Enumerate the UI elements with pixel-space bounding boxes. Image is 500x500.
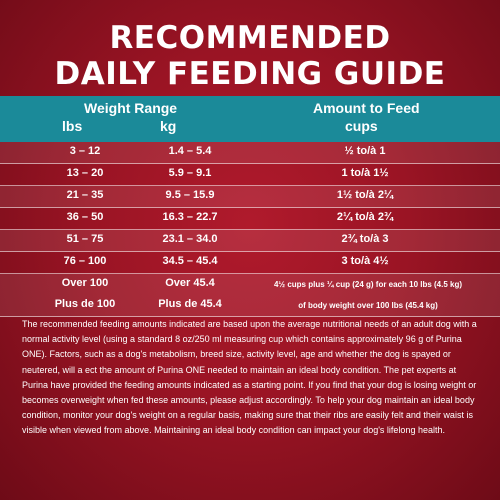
feeding-table bbox=[0, 142, 500, 317]
cell-amount-note: 4½ cups plus ¼ cup (24 g) for each 10 lbs (4.5 kg) bbox=[273, 280, 463, 289]
header-weight-range: Weight Range bbox=[84, 100, 178, 116]
cell-kg: Over 45.4 bbox=[165, 277, 215, 289]
header-lbs: lbs bbox=[62, 118, 83, 134]
cell-lbs: 21 – 35 bbox=[66, 189, 104, 201]
table-row bbox=[0, 186, 500, 208]
title-daily-feeding-guide: DAILY FEEDING GUIDE bbox=[54, 56, 446, 92]
table-row bbox=[0, 252, 500, 274]
header-kg: kg bbox=[160, 118, 177, 134]
cell-lbs: 13 – 20 bbox=[66, 167, 104, 179]
cell-amount: 2¼ to/à 2¾ bbox=[336, 211, 394, 223]
cell-amount-note: of body weight over 100 lbs (45.4 kg) bbox=[298, 301, 438, 310]
cell-kg: 9.5 – 15.9 bbox=[165, 189, 215, 201]
cell-lbs: 51 – 75 bbox=[66, 233, 104, 245]
cell-kg: 5.9 – 9.1 bbox=[168, 167, 212, 179]
cell-lbs: 3 – 12 bbox=[69, 145, 101, 157]
cell-amount: 1½ to/à 2¼ bbox=[336, 189, 394, 201]
cell-amount: 2¾ to/à 3 bbox=[341, 233, 389, 245]
table-row bbox=[0, 208, 500, 230]
title-recommended: RECOMMENDED bbox=[109, 20, 391, 56]
cell-amount: ½ to/à 1 bbox=[344, 145, 386, 157]
cell-lbs: 36 – 50 bbox=[66, 211, 104, 223]
header-amount-to-feed: Amount to Feed bbox=[313, 100, 420, 116]
table-header bbox=[0, 96, 500, 142]
table-row bbox=[0, 230, 500, 252]
table-row bbox=[0, 274, 500, 295]
table-row bbox=[0, 142, 500, 164]
table-row bbox=[0, 295, 500, 317]
cell-amount: 1 to/à 1½ bbox=[341, 167, 389, 179]
cell-lbs: Over 100 bbox=[61, 277, 109, 289]
feeding-instructions-paragraph: The recommended feeding amounts indicated are based upon the average nutritional needs of an adult dog with a normal activity level (using a standard 8 oz/250 ml measuring cup which contains approximately 96 g of Purina ONE). Factors, such as a dog's metabolism, breed size, activity level, age and whether the dog is spayed or neutered, will a ect the amount of Purina ONE needed to maintain an ideal body condition. The pet experts at Purina have provided the feeding amounts indicated as a starting point. If you find that your dog is losing weight or becomes overweight when fed these amounts, please adjust accordingly. To help your dog maintain an ideal body condition, monitor your dog's weight on a regular basis, making sure that their ribs are easily felt and their waist is visible when viewed from above. Maintaining an ideal body condition can impact your dog's lifelong health. bbox=[22, 319, 477, 436]
cell-lbs: 76 – 100 bbox=[63, 255, 107, 267]
cell-kg: Plus de 45.4 bbox=[158, 298, 222, 310]
cell-kg: 1.4 – 5.4 bbox=[168, 145, 212, 157]
cell-kg: 34.5 – 45.4 bbox=[162, 255, 218, 267]
cell-lbs: Plus de 100 bbox=[54, 298, 116, 310]
table-row bbox=[0, 164, 500, 186]
cell-kg: 23.1 – 34.0 bbox=[162, 233, 218, 245]
header-cups: cups bbox=[345, 118, 378, 134]
cell-amount: 3 to/à 4½ bbox=[341, 255, 389, 267]
cell-kg: 16.3 – 22.7 bbox=[162, 211, 218, 223]
